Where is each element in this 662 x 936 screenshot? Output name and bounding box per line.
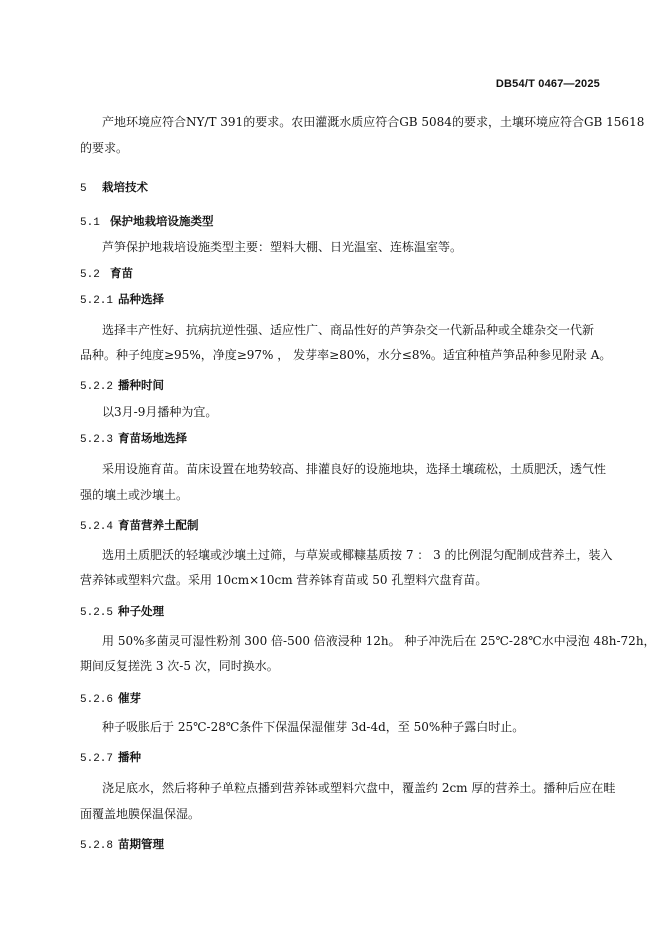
- section-title: 种子处理: [118, 604, 164, 618]
- intro-line-1: 产地环境应符合NY/T 391的要求。农田灌溉水质应符合GB 5084的要求，土壤环境应符合GB 15618: [102, 115, 645, 129]
- section-number: 5.2: [80, 269, 100, 281]
- section-title: 苗期管理: [118, 837, 164, 851]
- section-number: 5.2.7: [80, 753, 114, 765]
- section-title: 育苗营养土配制: [118, 518, 199, 532]
- section-title: 栽培技术: [102, 180, 148, 194]
- section-5-2-2-heading: [80, 377, 164, 393]
- section-5-1-text: 芦笋保护地栽培设施类型主要：塑料大棚、日光温室、连栋温室等。: [102, 240, 463, 254]
- section-5-2-5-line-1: 用 50%多菌灵可湿性粉剂 300 倍-500 倍液浸种 12h。 种子冲洗后在 25℃-28℃水中浸泡 48h-72h，: [102, 634, 656, 648]
- section-5-2-3-line-2: 强的壤土或沙壤土。: [80, 488, 189, 502]
- intro-line-2: 的要求。: [80, 141, 129, 155]
- section-5-2-3-heading: [80, 430, 187, 446]
- section-5-2-7-line-1: 浇足底水，然后将种子单粒点播到营养钵或塑料穴盘中，覆盖约 2cm 厚的营养土。播种后应在畦: [102, 781, 616, 795]
- section-5-2-4-line-2: 营养钵或塑料穴盘。采用 10cm×10cm 营养钵育苗或 50 孔塑料穴盘育苗。: [80, 573, 488, 587]
- section-5-2-6-text: 种子吸胀后于 25℃-28℃条件下保温保湿催芽 3d-4d，至 50%种子露白时止。: [102, 720, 525, 734]
- section-5-heading: [80, 179, 148, 195]
- section-5-2-7-heading: [80, 749, 141, 765]
- section-5-2-5-heading: [80, 603, 164, 619]
- section-number: 5.2.3: [80, 434, 114, 446]
- section-5-2-2-text: 以3月-9月播种为宜。: [102, 405, 218, 419]
- section-5-2-1-line-1: 选择丰产性好、抗病抗逆性强、适应性广、商品性好的芦笋杂交一代新品种或全雄杂交一代新: [102, 323, 595, 337]
- section-5-2-6-heading: [80, 690, 141, 706]
- section-title: 催芽: [118, 691, 141, 705]
- section-number: 5.2.4: [80, 521, 114, 533]
- section-number: 5.2.5: [80, 607, 114, 619]
- section-5-2-4-line-1: 选用土质肥沃的轻壤或沙壤土过筛，与草炭或椰糠基质按 7 ： 3 的比例混匀配制成营养土，装入: [102, 548, 613, 562]
- section-number: 5: [80, 183, 87, 195]
- standard-code: DB54/T 0467—2025: [495, 78, 600, 90]
- section-title: 育苗场地选择: [118, 431, 187, 445]
- section-5-2-7-line-2: 面覆盖地膜保温保湿。: [80, 807, 201, 821]
- section-title: 播种时间: [118, 378, 164, 392]
- section-5-2-4-heading: [80, 517, 199, 533]
- section-number: 5.2.1: [80, 295, 114, 307]
- section-number: 5.2.6: [80, 694, 114, 706]
- section-5-2-8-heading: [80, 836, 164, 852]
- section-title: 育苗: [110, 266, 133, 280]
- section-5-2-5-line-2: 期间反复搓洗 3 次-5 次，同时换水。: [80, 659, 279, 673]
- section-number: 5.1: [80, 217, 100, 229]
- section-5-2-3-line-1: 采用设施育苗。苗床设置在地势较高、排灌良好的设施地块，选择土壤疏松，土质肥沃，透气性: [102, 462, 607, 476]
- section-5-2-1-line-2: 品种。种子纯度≥95%，净度≥97% ， 发芽率≥80%，水分≤8%。适宜种植芦笋品种参见附录 A。: [80, 348, 612, 362]
- section-5-2-heading: [80, 265, 133, 281]
- section-5-1-heading: [80, 213, 214, 229]
- section-title: 保护地栽培设施类型: [110, 214, 214, 228]
- section-title: 播种: [118, 750, 141, 764]
- section-number: 5.2.8: [80, 840, 114, 852]
- section-number: 5.2.2: [80, 381, 114, 393]
- section-5-2-1-heading: [80, 291, 164, 307]
- section-title: 品种选择: [118, 292, 164, 306]
